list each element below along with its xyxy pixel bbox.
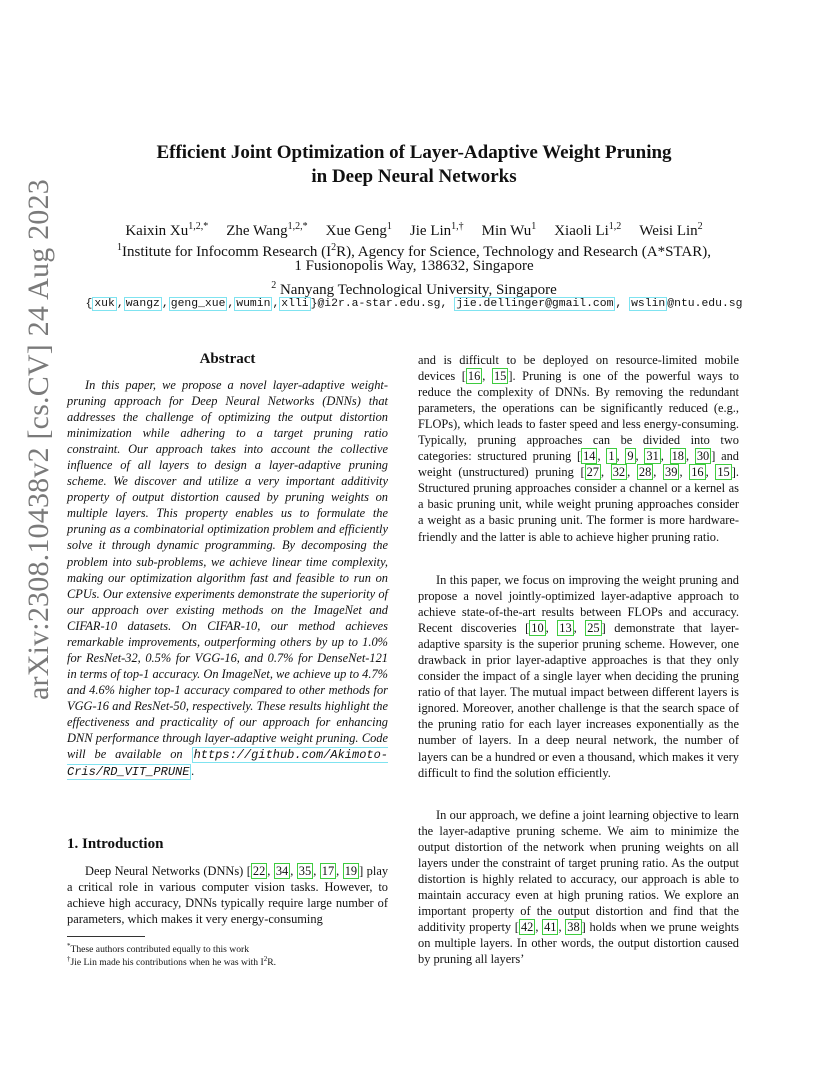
footnote-2: †Jie Lin made his contributions when he was with $I^2R$. bbox=[67, 955, 276, 969]
author: Min Wu$^1$ bbox=[481, 221, 537, 239]
citation-link[interactable]: 17 bbox=[321, 864, 335, 878]
citation-link[interactable]: 41 bbox=[544, 920, 557, 935]
citation-link[interactable]: 30 bbox=[696, 449, 710, 464]
title-line-1: Efficient Joint Optimization of Layer-Adaptive Weight Pruning bbox=[156, 142, 672, 163]
footnote-rule bbox=[67, 936, 145, 937]
introduction-body: Deep Neural Networks (DNNs) [ 22 , 34 , 35 , 17 , 19 ] play a critical role in various computer vision tasks. However, to achieve high accuracy, DNNs typically require large number of parameters, which makes it very energy-consuming bbox=[67, 864, 389, 927]
citation-link[interactable]: 42 bbox=[520, 920, 534, 935]
author: Xiaoli Li$^{1,2}$ bbox=[554, 221, 622, 239]
citation-link[interactable]: 31 bbox=[646, 449, 659, 464]
title-line-2: in Deep Neural Networks bbox=[311, 166, 517, 187]
paper-title bbox=[0, 141, 828, 189]
citation-link[interactable]: 25 bbox=[587, 621, 600, 636]
citation-link[interactable]: 10 bbox=[531, 621, 544, 636]
email-link[interactable]: xuk bbox=[94, 298, 115, 310]
author-emails: { xuk , wangz , geng_xue , wumin , xlli }@i2r.a-star.edu.sg, jie.dellinger@gmail.com , wslin @ntu.edu.sg bbox=[85, 298, 743, 310]
citation-link[interactable]: 34 bbox=[275, 864, 289, 878]
citation-link[interactable]: 16 bbox=[467, 369, 481, 384]
email-link[interactable]: wangz bbox=[125, 298, 160, 310]
right-paragraph-1: and is difficult to be deployed on resource-limited mobile devices [ 16 , 15 ]. Pruning is one of the powerful ways to reduce the complexity of DNNs. By removing the redundant parameters, the operations can be significantly reduced (e.g., FLOPs), which leads to faster speed and less energy-consuming. Typically, pruning approaches can be divided into two categories: structured pruning [ 14 , 1 , 9 , 31 , 18 , 30 ] and weight (unstructured) pruning [ 27 , 32 , 28 , 39 , 16 , 15 ]. Structured pruning approaches consider a channel or a kernel as a basic pruning unit, while weight pruning approaches consider a weight as a basic pruning unit. The former is more hardware-friendly and the latter is able to achieve higher pruning ratio. bbox=[418, 353, 739, 544]
citation-link[interactable]: 38 bbox=[567, 920, 580, 935]
citation-link[interactable]: 32 bbox=[612, 465, 626, 480]
citation-link[interactable]: 22 bbox=[252, 864, 266, 878]
abstract-body: In this paper, we propose a novel layer-adaptive weight-pruning approach for Deep Neural Networks (DNNs) that addresses the challenge of optimizing the output distortion minimization while adhering to a target pruning ratio constraint. Our approach takes into account the collective influence of all layers to design a layer-adaptive pruning scheme. We discover and utilize a very important additivity property of output distortion caused by pruning weights on multiple layers. This property enables us to formulate the pruning as a combinatorial optimization problem and efficiently solve it through dynamic programming. By decomposing the problem into sub-problems, we achieve linear time complexity, making our optimization algorithm fast and feasible to run on CPUs. Our extensive experiments demonstrate the superiority of our approach over existing methods on the ImageNet and CIFAR-10 datasets. On CIFAR-10, our method achieves remarkable improvements, outperforming others by up to 1.0% for ResNet-32, 0.5% for VGG-16, and 0.7% for DenseNet-121 in terms of top-1 accuracy. On ImageNet, we achieve up to 4.7% and 4.6% higher top-1 accuracy compared to other methods for VGG-16 and ResNet-50, respectively. These results highlight the effectiveness and practicality of our approach for enhancing DNN performance through layer-adaptive weight pruning. Code will be available on https://github.com/Akimoto-Cris/RD_VIT_PRUNE . bbox=[67, 378, 388, 780]
email-link[interactable]: jie.dellinger@gmail.com bbox=[456, 298, 614, 310]
author: Zhe Wang$^{1,2,*}$ bbox=[226, 221, 308, 239]
citation-link[interactable]: 13 bbox=[559, 621, 572, 636]
citation-link[interactable]: 15 bbox=[493, 369, 507, 384]
abstract-heading: Abstract bbox=[199, 351, 256, 367]
citation-link[interactable]: 15 bbox=[717, 465, 730, 480]
footnote-1: *These authors contributed equally to this work bbox=[67, 942, 250, 956]
citation-link[interactable]: 16 bbox=[691, 465, 704, 480]
author: Weisi Lin$^2$ bbox=[639, 221, 703, 239]
affiliation-1: $^1$Institute for Infocomm Research $(I^2R)$, Agency for Science, Technology and Research (A*STAR), bbox=[117, 242, 711, 260]
code-url-link[interactable]: https://github.com/Akimoto-Cris/RD_VIT_PRUNE bbox=[67, 748, 388, 780]
citation-link[interactable]: 35 bbox=[298, 864, 312, 878]
citation-link[interactable]: 19 bbox=[344, 864, 358, 878]
citation-link[interactable]: 14 bbox=[583, 449, 596, 464]
email-link[interactable]: wslin bbox=[631, 298, 666, 310]
author: Xue Geng$^1$ bbox=[325, 221, 392, 239]
author: Jie Lin$^{1,\dagger}$ bbox=[409, 221, 464, 239]
citation-link[interactable]: 1 bbox=[608, 449, 615, 464]
citation-link[interactable]: 18 bbox=[671, 449, 684, 464]
introduction-heading: 1. Introduction bbox=[67, 836, 164, 852]
email-link[interactable]: xlli bbox=[281, 298, 309, 310]
email-link[interactable]: geng_xue bbox=[170, 298, 226, 310]
email-link[interactable]: wumin bbox=[236, 298, 271, 310]
citation-link[interactable]: 39 bbox=[665, 465, 678, 480]
author: Kaixin $Xu^{1,2,*}$ bbox=[125, 221, 209, 239]
citation-link[interactable]: 27 bbox=[586, 465, 599, 480]
right-paragraph-2: In this paper, we focus on improving the weight pruning and propose a novel jointly-optimized layer-adaptive approach to achieve state-of-the-art results between FLOPs and accuracy. Recent discoveries [ 10 , 13 , 25 ] demonstrate that layer-adaptive sparsity is the superior pruning scheme. However, one drawback in prior layer-adaptive approaches is that they only consider the impact of a single layer when deciding the pruning ratio of that layer. The mutual impact between different layers is ignored. Moreover, another challenge is that the search space of the pruning ratio for each layer increases exponentially as the number of layers. In a deep neural network, the number of layers can be a hundred or even a thousand, which makes it very difficult to find the solution efficiently. bbox=[418, 573, 740, 780]
affiliation-1-address: 1 Fusionopolis Way, 138632, Singapore bbox=[294, 258, 534, 274]
citation-link[interactable]: 28 bbox=[638, 465, 652, 480]
citation-link[interactable]: 9 bbox=[627, 449, 634, 464]
affiliation-2: $^2$ Nanyang Technological University, Singapore bbox=[271, 280, 557, 298]
right-paragraph-3: In our approach, we define a joint learning objective to learn the layer-adaptive pruning scheme. We aim to minimize the output distortion of the network when pruning weights on all layers under the constraint of target pruning ratio. As the output distortion is highly related to accuracy, our approach is able to maintain accuracy even at high pruning ratios. We explore an important property of the output distortion and find that the additivity property [ 42 , 41 , 38 ] holds when we prune weights on multiple layers. In other words, the output distortion caused by pruning all layers’ bbox=[418, 808, 739, 967]
